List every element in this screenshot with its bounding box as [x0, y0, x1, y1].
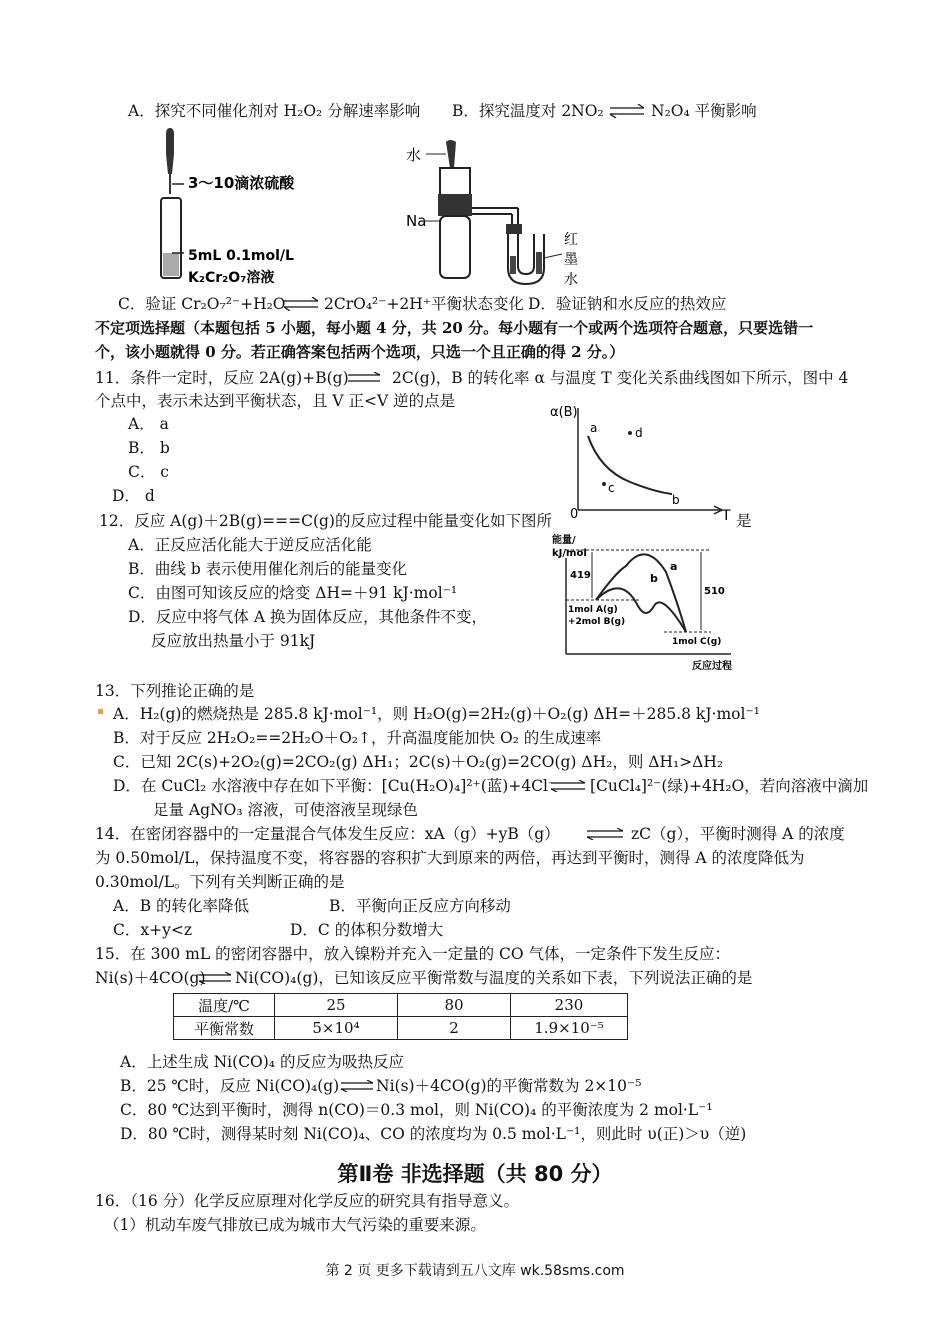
q11-point-a: a — [590, 421, 598, 435]
option-c-top-suffix: 2CrO₄²⁻+2H⁺平衡状态变化 — [324, 295, 524, 313]
q16-stem: 16．（16 分）化学反应原理对化学反应的研究具有指导意义。 — [95, 1192, 520, 1210]
fig-c-label-acid: 3～10滴浓硫酸 — [188, 174, 295, 192]
fig-c-label-solution: K₂Cr₂O₇溶液 — [188, 270, 275, 286]
q11-option-d: D． d — [112, 487, 155, 505]
q13-option-c: C．已知 2C(s)+2O₂(g)=2CO₂(g) ΔH₁；2C(s)＋O₂(g)=2CO(g) ΔH₂，则 ΔH₁>ΔH₂ — [113, 753, 724, 771]
test-tube-dropper-figure — [150, 128, 320, 288]
q15-option-b-part2: Ni(s)＋4CO(g)的平衡常数为 2×10⁻⁵ — [376, 1077, 642, 1095]
equilibrium-constant-table — [173, 993, 628, 1040]
q12-product: 1mol C(g) — [672, 637, 722, 647]
equilibrium-arrow-icon — [197, 972, 233, 984]
q15-option-d: D．80 ℃时，测得某时刻 Ni(CO)₄、CO 的浓度均为 0.5 mol·L⁻¹，则此时 υ(正)＞υ（逆) — [120, 1125, 747, 1143]
part2-title: 第Ⅱ卷 非选择题（共 80 分） — [337, 1162, 613, 1186]
q12-reactant-2: +2mol B(g) — [568, 617, 626, 627]
q11-stem-line2: 个点中，表示未达到平衡状态，且 V 正<V 逆的点是 — [95, 392, 456, 410]
q15-option-b-part1: B．25 ℃时，反应 Ni(CO)₄(g) — [120, 1077, 340, 1095]
q11-option-c: C． c — [128, 463, 169, 481]
q13-option-d-part1: D．在 CuCl₂ 水溶液中存在如下平衡：[Cu(H₂O)₄]²⁺(蓝)+4Cl⁻ — [113, 777, 557, 795]
q12-curve-b: b — [650, 572, 658, 585]
table-cell: 2 — [398, 1017, 511, 1040]
q14-option-d: D．C 的体积分数增大 — [290, 921, 444, 939]
equilibrium-arrow-icon — [549, 780, 587, 792]
q14-option-c: C．x+y<z — [113, 921, 192, 939]
q11-point-b: b — [672, 493, 680, 507]
q11-stem-part1: 11．条件一定时，反应 2A(g)+B(g) — [95, 369, 349, 387]
q14-stem-line3: 0.30mol/L。下列有关判断正确的是 — [95, 873, 345, 891]
table-cell: 230 — [511, 994, 628, 1017]
equilibrium-arrow-icon — [608, 104, 646, 118]
q14-stem-part1: 14．在密闭容器中的一定量混合气体发生反应：xA（g）+yB（g） — [95, 825, 560, 843]
q15-option-c: C．80 ℃达到平衡时，测得 n(CO)＝0.3 mol，则 Ni(CO)₄ 的平衡浓度为 2 mol·L⁻¹ — [120, 1101, 713, 1119]
q11-conversion-graph — [540, 400, 750, 522]
q11-graph-origin: 0 — [570, 507, 579, 522]
fig-c-label-conc: 5mL 0.1mol/L — [188, 248, 294, 264]
q12-reactant-1: 1mol A(g) — [568, 605, 618, 615]
fig-d-ink-2: 墨 — [564, 252, 578, 268]
q14-option-a: A．B 的转化率降低 — [113, 897, 250, 915]
sodium-water-apparatus-figure — [400, 138, 590, 288]
q15-option-a: A．上述生成 Ni(CO)₄ 的反应为吸热反应 — [120, 1053, 404, 1071]
table-row — [174, 1017, 628, 1040]
q14-stem-part2: zC（g），平衡时测得 A 的浓度 — [631, 825, 845, 843]
table-cell: 25 — [275, 994, 398, 1017]
q11-point-c: c — [608, 481, 615, 495]
table-cell: 温度/℃ — [174, 994, 275, 1017]
table-row — [174, 994, 628, 1017]
equilibrium-arrow-icon — [585, 828, 625, 840]
q12-option-c: C．由图可知该反应的焓变 ΔH=＋91 kJ·mol⁻¹ — [128, 584, 458, 602]
fig-d-water-label: 水 — [406, 146, 422, 164]
q12-stem: 12．反应 A(g)＋2B(g)===C(g)的反应过程中能量变化如下图所 — [99, 512, 552, 530]
q12-ylabel-2: kJ/mol — [552, 548, 587, 559]
q13-stem: 13．下列推论正确的是 — [95, 682, 255, 700]
table-cell: 80 — [398, 994, 511, 1017]
q12-value-419: 419 — [570, 570, 591, 581]
q11-graph-xlabel: T — [722, 508, 731, 522]
q13-option-b: B．对于反应 2H₂O₂==2H₂O＋O₂↑，升高温度能加快 O₂ 的生成速率 — [113, 729, 602, 747]
q12-option-d-line2: 反应放出热量小于 91kJ — [151, 632, 316, 650]
q13-option-d-part2: [CuCl₄]²⁻(绿)+4H₂O，若向溶液中滴加 — [590, 777, 869, 795]
q12-value-510: 510 — [704, 586, 725, 597]
table-cell: 平衡常数 — [174, 1017, 275, 1040]
q15-equation-right: Ni(CO)₄(g)，已知该反应平衡常数与温度的关系如下表，下列说法正确的是 — [235, 969, 753, 987]
q12-energy-diagram — [546, 532, 736, 674]
q11-option-a: A． a — [128, 415, 169, 433]
q13-option-a: A．H₂(g)的燃烧热是 285.8 kJ·mol⁻¹，则 H₂O(g)=2H₂(g)＋O₂(g) ΔH=＋285.8 kJ·mol⁻¹ — [113, 705, 760, 723]
q11-stem-part2: 2C(g)，B 的转化率 α 与温度 T 变化关系曲线图如下所示，图中 4 — [392, 369, 849, 387]
section-instruction-line2: 个，该小题就得 0 分。若正确答案包括两个选项，只选一个且正确的得 2 分。） — [95, 343, 625, 361]
q11-graph-ylabel: α(B) — [550, 405, 578, 420]
equilibrium-arrow-icon — [339, 1080, 375, 1092]
section-instruction-line1: 不定项选择题（本题包括 5 小题，每小题 4 分，共 20 分。每小题有一个或两个选项符合题意，只要选错一 — [95, 319, 814, 337]
option-b-top-prefix: B．探究温度对 2NO₂ — [452, 102, 604, 120]
q12-option-d-line1: D．反应中将气体 A 换为固体反应，其他条件不变， — [128, 608, 487, 626]
q14-stem-line2: 为 0.50mol/L，保持温度不变，将容器的容积扩大到原来的两倍，再达到平衡时，测得 A 的浓度降低为 — [95, 849, 805, 867]
fig-d-ink-3: 水 — [564, 272, 578, 288]
option-d-top: D．验证钠和水反应的热效应 — [528, 295, 727, 313]
q13-option-d-line2: 足量 AgNO₃ 溶液，可使溶液呈现绿色 — [153, 801, 418, 819]
q14-option-b: B．平衡向正反应方向移动 — [329, 897, 511, 915]
q12-option-a: A．正反应活化能大于逆反应活化能 — [128, 536, 372, 554]
q11-option-b: B． b — [128, 439, 170, 457]
q11-point-d: d — [635, 426, 643, 440]
table-cell: 5×10⁴ — [275, 1017, 398, 1040]
option-c-top-prefix: C．验证 Cr₂O₇²⁻+H₂O — [118, 295, 286, 313]
fig-d-ink-1: 红 — [564, 232, 578, 248]
equilibrium-arrow-icon — [346, 372, 382, 384]
page-footer: 第 2 页 更多下载请到五八文库 wk.58sms.com — [325, 1263, 625, 1279]
q12-xlabel: 反应过程 — [692, 661, 732, 672]
fig-d-na-label: Na — [406, 212, 427, 230]
q12-ylabel-1: 能量/ — [552, 535, 576, 546]
table-cell: 1.9×10⁻⁵ — [511, 1017, 628, 1040]
option-b-top-suffix: N₂O₄ 平衡影响 — [651, 102, 757, 120]
q12-curve-a: a — [670, 560, 678, 573]
q12-stem-end: 是 — [736, 512, 752, 530]
equilibrium-arrow-icon — [282, 297, 320, 311]
q15-stem-line1: 15．在 300 mL 的密闭容器中，放入镍粉并充入一定量的 CO 气体，一定条件下发生反应： — [95, 945, 731, 963]
option-a-top: A．探究不同催化剂对 H₂O₂ 分解速率影响 — [128, 102, 421, 120]
margin-mark — [98, 709, 103, 714]
q15-equation-left: Ni(s)＋4CO(g) — [95, 969, 206, 987]
q12-option-b: B．曲线 b 表示使用催化剂后的能量变化 — [128, 560, 408, 578]
q16-sub1: （1）机动车废气排放已成为城市大气污染的重要来源。 — [104, 1216, 486, 1234]
